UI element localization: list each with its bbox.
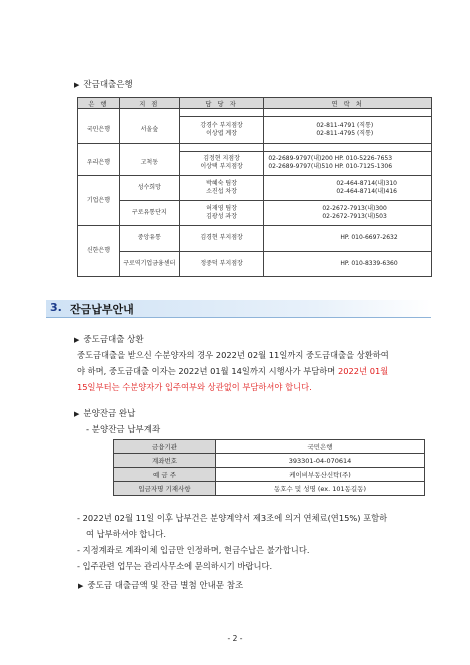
table-row (114, 482, 425, 496)
header-cell: 연 락 처 (264, 98, 432, 109)
balance-heading (74, 407, 135, 419)
branch-name: 고척동 (119, 151, 179, 176)
table-row (114, 454, 425, 468)
contact-cell: 박혜숙 팀장 소진섭 차장 (179, 176, 264, 201)
highlight-text: 2022년 01월 (337, 366, 389, 376)
phone-cell: 02-2672-7913(내)300 02-2672-7913(내)503 (264, 201, 432, 226)
table-row (78, 251, 432, 277)
bank-name: 우리은행 (78, 151, 120, 176)
table-row (114, 468, 425, 482)
phone-cell: 02-2689-9797(내)200 HP. 010-5226-7653 02-2689-9797(내)510 HP. 010-7125-1306 (264, 151, 432, 176)
bank-name: 기업은행 (78, 176, 120, 226)
note-item: - 지정계좌로 계좌이체 입금만 인정하며, 현금수납은 불가합니다. (77, 545, 310, 555)
account-label: 계좌번호 (114, 454, 216, 468)
account-value: 국민은행 (216, 440, 425, 454)
table-row (78, 117, 432, 144)
branch-name: 구로유통단지 (119, 201, 179, 226)
table-row (78, 226, 432, 252)
triangle-bullet-icon: ▶ (74, 336, 80, 344)
bank-table-header (78, 98, 432, 109)
notes-list (77, 510, 387, 574)
paragraph-line: 중도금대출을 받으신 수분양자의 경우 2022년 02월 11일까지 중도금대출을 상환하여 (77, 350, 389, 360)
bank-name: 국민은행 (78, 117, 120, 144)
table-row (78, 151, 432, 176)
header-cell: 담 당 자 (179, 98, 264, 109)
note-item: 여 납부하셔야 합니다. (86, 529, 167, 539)
triangle-bullet-icon: ▶ (78, 582, 84, 590)
table-row (78, 201, 432, 226)
header-cell: 은 행 (78, 98, 120, 109)
contact-cell: 김정현 지점장 이상택 부지점장 (179, 151, 264, 176)
bank-name: 신한은행 (78, 226, 120, 277)
branch-name: 성수희망 (119, 176, 179, 201)
table-row (114, 440, 425, 454)
page-number: - 2 - (227, 634, 243, 643)
phone-cell: HP. 010-6697-2632 (264, 226, 432, 252)
branch-name: 서울숲 (119, 117, 179, 144)
contact-cell: 정중덕 부지점장 (179, 251, 264, 277)
phone-cell: HP. 010-8339-6360 (264, 251, 432, 277)
branch-name: 구로역기업금융센터 (119, 251, 179, 277)
account-value: 393301-04-070614 (216, 454, 425, 468)
account-value: 케이비부동산신탁(주) (216, 468, 425, 482)
paragraph-line: 야 하며, 중도금대출 이자는 2022년 01월 14일까지 시행사가 부담하며 2022년 01월 (77, 366, 389, 376)
account-value: 동호수 및 성명 (ex. 101동길동) (216, 482, 425, 496)
bank-table (77, 97, 432, 277)
bank-section-title: 잔금대출은행 (83, 80, 133, 90)
table-row (78, 176, 432, 201)
note-item: - 입주관련 업무는 관리사무소에 문의하시기 바랍니다. (77, 561, 273, 571)
contact-cell: 김경현 부지점장 (179, 226, 264, 252)
interim-loan-title: 중도금대출 상환 (83, 335, 144, 345)
triangle-bullet-icon: ▶ (74, 81, 80, 89)
account-table (113, 439, 425, 496)
interim-loan-paragraph (77, 347, 389, 395)
footer-note (78, 579, 243, 591)
account-subtitle: - 분양잔금 납부계좌 (86, 425, 161, 435)
section-title: 잔금납부안내 (70, 303, 134, 316)
account-label: 예 금 주 (114, 468, 216, 482)
contact-cell: 허재영 팀장 김광성 과장 (179, 201, 264, 226)
account-label: 금융기관 (114, 440, 216, 454)
contact-cell: 강경수 부지점장 이상엽 계장 (179, 117, 264, 144)
header-cell: 지 점 (119, 98, 179, 109)
balance-title: 분양잔금 완납 (83, 409, 136, 419)
footer-note-text: 중도금 대출금액 및 잔금 별첨 안내문 참조 (87, 581, 244, 591)
phone-cell: 02-811-4791 (직통) 02-811-4795 (직통) (264, 117, 432, 144)
branch-name: 중앙유통 (119, 226, 179, 252)
bank-section-heading (74, 78, 133, 90)
triangle-bullet-icon: ▶ (74, 410, 80, 418)
highlight-text: 15일부터는 수분양자가 입주여부와 상관없이 부담하셔야 합니다. (77, 382, 312, 392)
account-label: 입금자명 기재사항 (114, 482, 216, 496)
phone-cell: 02-464-8714(내)310 02-464-8714(내)416 (264, 176, 432, 201)
interim-loan-heading (74, 333, 144, 345)
section-number: 3. (50, 301, 62, 314)
note-item: - 2022년 02월 11일 이후 납부건은 분양계약서 제3조에 의거 연체료(연15%) 포함하 (77, 513, 388, 523)
